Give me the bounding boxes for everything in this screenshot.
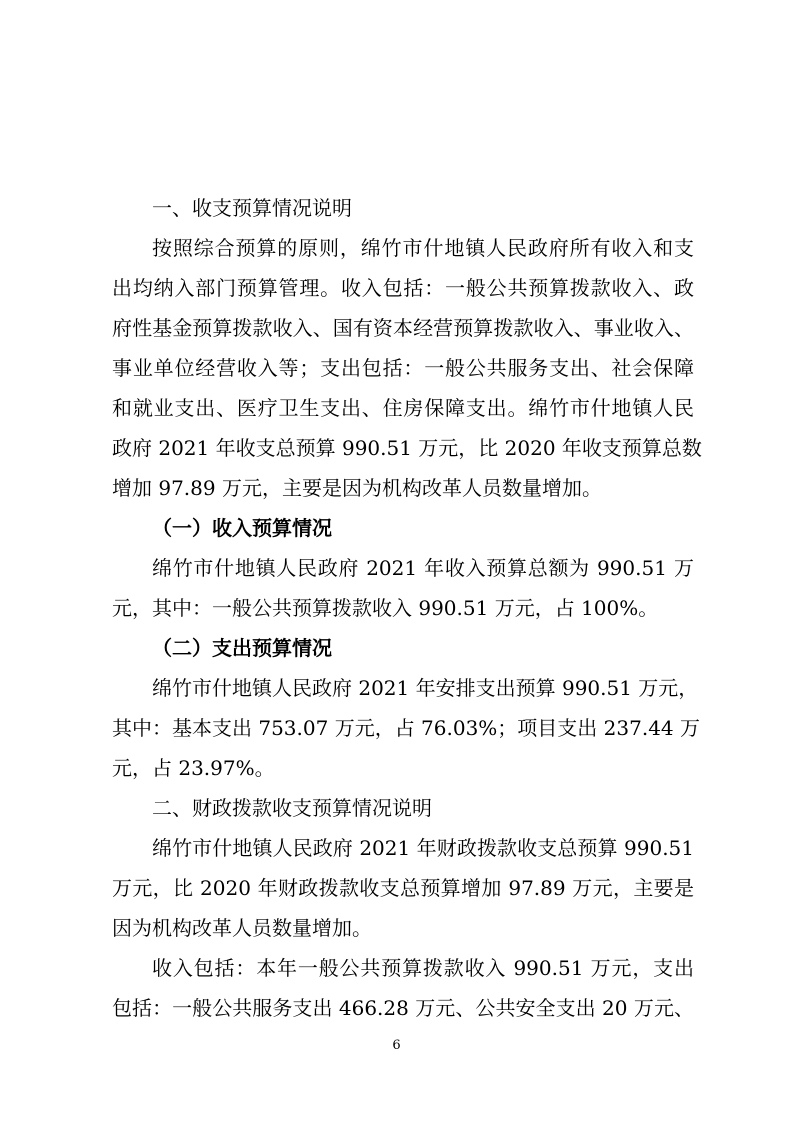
section-1-paragraph-line: 出均纳入部门预算管理。收入包括：一般公共预算拨款收入、政 <box>112 276 694 300</box>
income-budget-subheading: （一）收入预算情况 <box>152 516 332 540</box>
section-1-paragraph-line: 增加 97.89 万元，主要是因为机构改革人员数量增加。 <box>112 476 602 500</box>
section-1-paragraph-line: 事业单位经营收入等；支出包括：一般公共服务支出、社会保障 <box>112 356 694 380</box>
section-1-heading: 一、收支预算情况说明 <box>152 196 352 220</box>
section-2-paragraph-line: 绵竹市什地镇人民政府 2021 年财政拨款收支总预算 990.51 <box>152 836 694 860</box>
section-2-heading: 二、财政拨款收支预算情况说明 <box>152 796 432 820</box>
income-budget-line: 绵竹市什地镇人民政府 2021 年收入预算总额为 990.51 万 <box>152 556 694 580</box>
expenditure-budget-line: 元，占 23.97%。 <box>112 756 275 780</box>
section-1-paragraph-line: 和就业支出、医疗卫生支出、住房保障支出。绵竹市什地镇人民 <box>112 396 694 420</box>
section-1-paragraph-line: 政府 2021 年收支总预算 990.51 万元，比 2020 年收支预算总数 <box>112 436 702 460</box>
expenditure-budget-line: 绵竹市什地镇人民政府 2021 年安排支出预算 990.51 万元， <box>152 676 699 700</box>
section-1-paragraph-line: 府性基金预算拨款收入、国有资本经营预算拨款收入、事业收入、 <box>112 316 694 340</box>
section-2-paragraph-line: 包括：一般公共服务支出 466.28 万元、公共安全支出 20 万元、 <box>112 996 694 1020</box>
income-budget-line: 元，其中：一般公共预算拨款收入 990.51 万元，占 100%。 <box>112 596 659 620</box>
page-number: 6 <box>392 1038 401 1053</box>
section-2-paragraph-line: 万元，比 2020 年财政拨款收支总预算增加 97.89 万元，主要是 <box>112 876 694 900</box>
section-2-paragraph-line: 因为机构改革人员数量增加。 <box>112 916 372 940</box>
expenditure-budget-line: 其中：基本支出 753.07 万元，占 76.03%；项目支出 237.44 万 <box>112 716 701 740</box>
section-2-paragraph-line: 收入包括：本年一般公共预算拨款收入 990.51 万元，支出 <box>152 956 694 980</box>
section-1-paragraph-line: 按照综合预算的原则，绵竹市什地镇人民政府所有收入和支 <box>152 236 694 260</box>
expenditure-budget-subheading: （二）支出预算情况 <box>152 636 332 660</box>
